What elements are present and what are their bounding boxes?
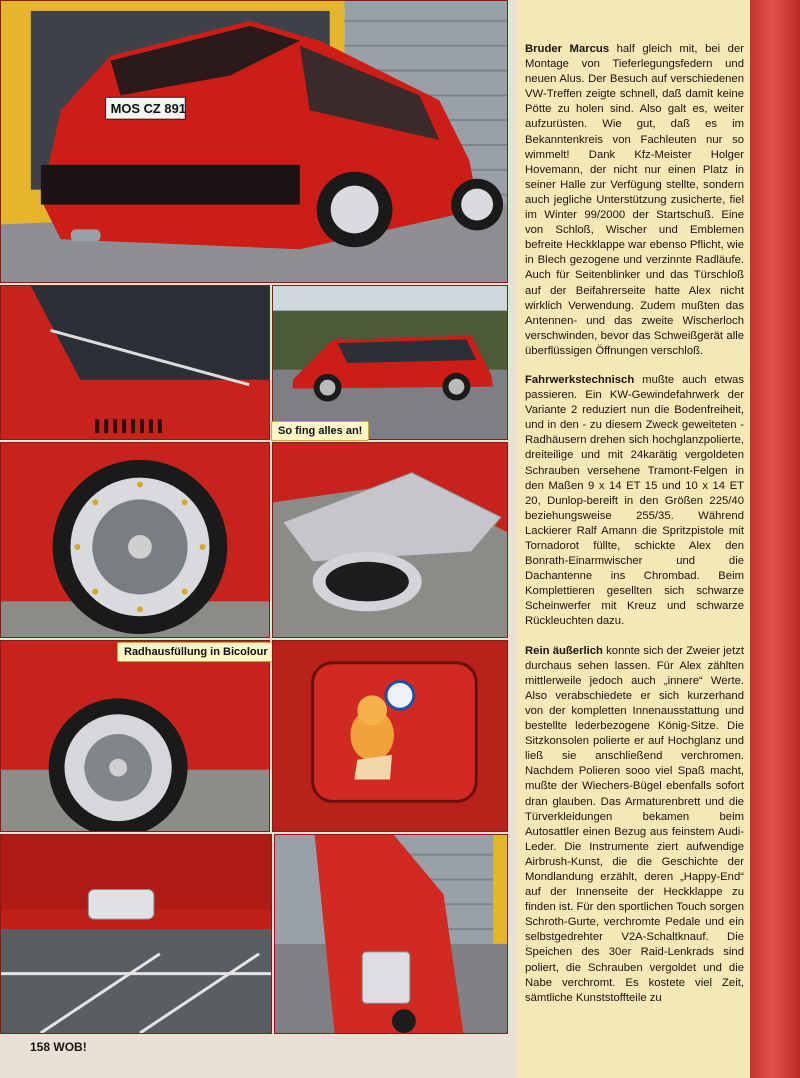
- photo-wiper-fender: [0, 285, 270, 440]
- page-folio: [30, 1040, 87, 1054]
- photo-wheel-front: [0, 442, 270, 638]
- caption-wheel: Radhausfüllung in Bicolour: [118, 643, 274, 661]
- magazine-name: WOB!: [53, 1040, 87, 1054]
- photo-hatch-latch: [0, 834, 272, 1034]
- photo-exhaust: [272, 442, 508, 638]
- photo-wheel-rear: [0, 640, 270, 832]
- license-plate: MOS CZ 891: [110, 101, 186, 117]
- photo-golf-rear: [0, 0, 508, 283]
- photo-golf-side: [272, 285, 508, 440]
- vw-logo-icon: [386, 682, 414, 710]
- photo-fuel-cap: [272, 640, 508, 832]
- paragraph-lead: Rein äußerlich: [525, 644, 603, 657]
- paragraph-3: [525, 644, 744, 1006]
- paragraph-lead: Bruder Marcus: [525, 43, 610, 55]
- paragraph-2: [525, 373, 744, 630]
- paragraph-body: mußte auch etwas passieren. Ein KW-Gewindefahrwerk der Variante 2 reduziert nun die Bodenfreiheit, und in den - zu diesem Zweck geweiteten - Radhäusern drehen sich hochglanzpolierte, dreiteilige und mit 24karätig vergoldeten Schrauben versehene Tramont-Felgen in den Maßen 9 x 14 ET 15 und 10 x 14 ET 20, Dunlop-bereift in den Größen 225/40 beziehungsweise 255/35. Während Lackierer Ralf Amann die Spritzpistole mit Tornadorot füllte, schickte Alex den Bonrath-Einarmwischer und die Dachantenne ins Chrombad. Beim Komplettieren gesellten sich schwarze Scheinwerfer mit Kreuz und schwarze Rückleuchten dazu.: [525, 373, 744, 628]
- article-text: [517, 0, 750, 1078]
- paragraph-lead: Fahrwerkstechnisch: [525, 373, 635, 386]
- paragraph-body: half gleich mit, bei der Montage von Tieferlegungsfedern und neuen Alus. Der Besuch auf verschiedenen VW-Treffen zeigte schnell, daß damit keine Pötte zu holen sind. Also galt es, weiter aufzurüsten. Wie gut, daß es im Bekanntenkreis von Fachleuten nur so wimmelt! Dank Kfz-Meister Holger Hovemann, der nicht nur einen Platz in seiner Halle zur Verfügung stellte, sondern auch jegliche Unterstützung zusicherte, fiel im Winter 99/2000 der Startschuß. Eine von Schloß, Wischer und Emblemen befreite Heckklappe war ebenso Pflicht, wie in Blech gezogene und verzinnte Radläufe. Auch für Seitenblinker und das Türschloß auf der Beifahrerseite hatte Alex nicht wirklich Verwendung. Zudem mußten das Antennen- und das zweite Wischerloch verschwinden, bevor das Schweißgerät alle überflüssigen Öffnungen verschloß.: [525, 43, 744, 357]
- page-number: 158: [30, 1040, 51, 1054]
- page-edge: [750, 0, 800, 1078]
- caption-start: So fing alles an!: [272, 422, 368, 440]
- paragraph-body: konnte sich der Zweier jetzt durchaus sehen lassen. Für Alex zählten mittlerweile jedoch auch „innere“ Werte. Also verabschiedete er sich kurzerhand von der kompletten Innenausstattung und bestellte lederbezogene König-Sitze. Die Sitzkonsolen polierte er auf Hochglanz und ließ sie anschließend verchromen. Nachdem Polieren sooo viel Spaß macht, mußte der Wiechers-Bügel ebenfalls sofort dran glauben. Das Armaturenbrett und die Türverkleidungen bekamen beim Autosattler einen Bezug aus feinstem Audi-Leder. Die Instrumente ziert aufwendige Airbrush-Kunst, die die Geschichte der Mondlandung erzählt, deren „Happy-End“ auf der Innenseite der Heckklappe zu finden ist. Für den sportlichen Touch sorgen Schroth-Gurte, verchromte Pedale und ein selbstgedrehter V2A-Schaltknauf. Die Speichen des 30er Raid-Lenkrads sind poliert, die Schrauben vergoldet und die Nabe verchromt. Es kostete viel Zeit, sämtliche Kunststoffteile zu: [525, 644, 744, 1004]
- photo-door-lock: [274, 834, 508, 1034]
- paragraph-1: [525, 42, 744, 359]
